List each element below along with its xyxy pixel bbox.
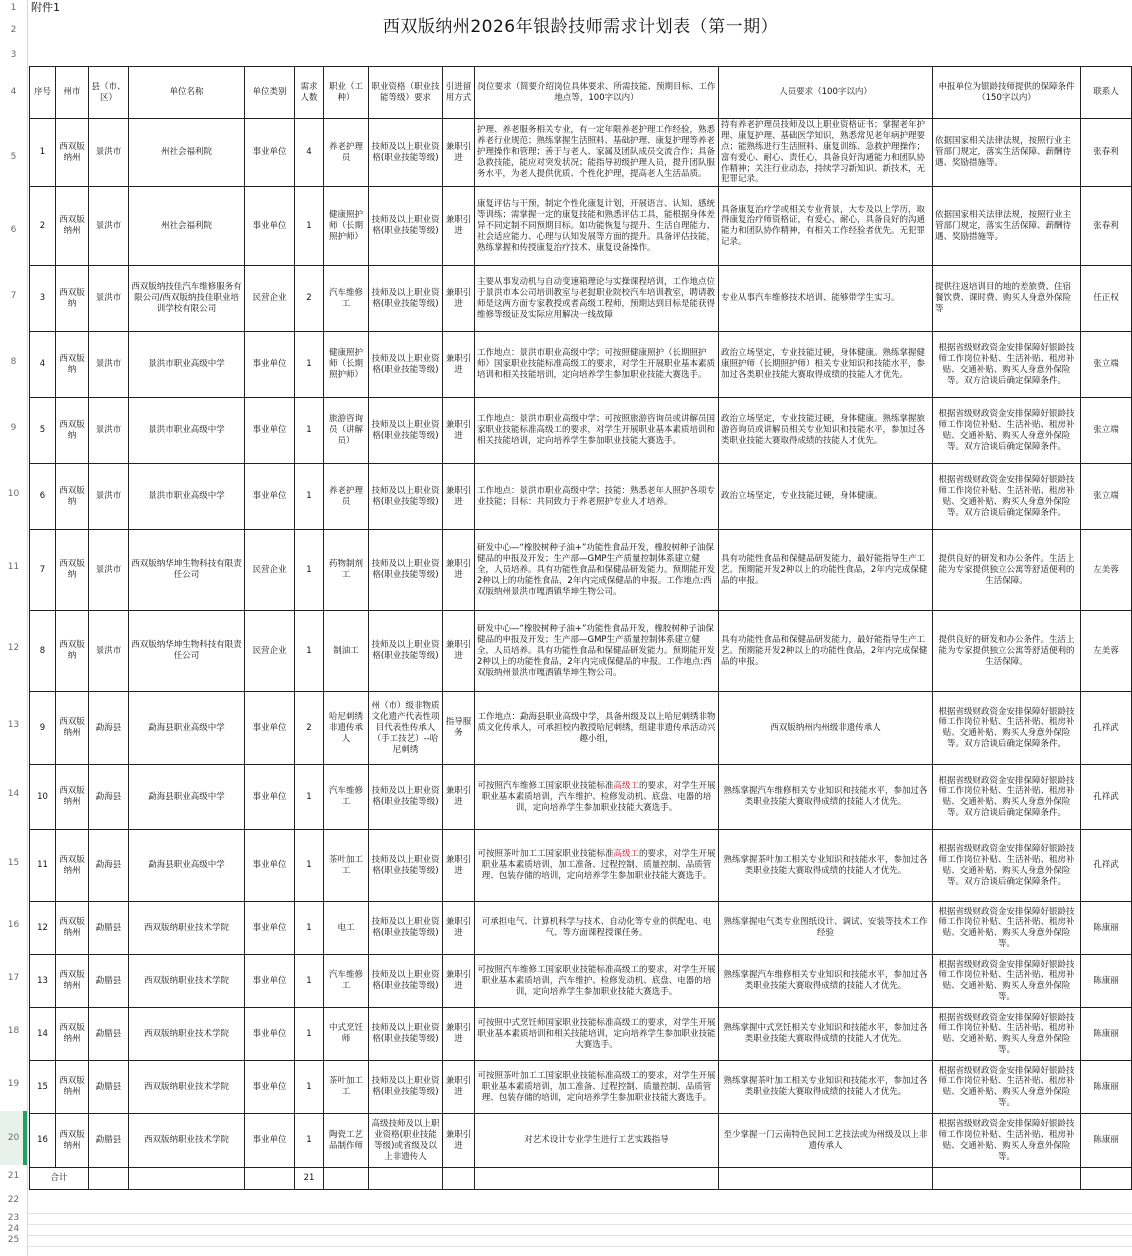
- cell-post-requirement[interactable]: 护理、养老服务相关专业，有一定年限养老护理工作经验，熟悉养老行业规范；熟练掌握生活照料、基础护理、康复护理等养老护理操作和管理；善于与老人、家属及团队成员交流合作；具备急救技能，能应对突发状况；能指导初级护理人员，提升团队服务水平，为老人提供优质、个性化护理，提高老人生活品质。: [475, 119, 719, 187]
- cell-county[interactable]: 勐腊县: [89, 1061, 129, 1114]
- total-empty-cell[interactable]: [369, 1168, 443, 1190]
- table-row: [30, 530, 1132, 611]
- cell-qualification[interactable]: 高级技师及以上职业资格(职业技能等级)或省级及以上非遗传人: [369, 1114, 443, 1168]
- cell-support[interactable]: 根据省级财政资金安排保障好银龄技师工作岗位补贴、生活补贴、租房补贴、交通补贴、购买人身意外保险等。: [933, 902, 1081, 955]
- cell-unit-name[interactable]: 勐海县职业高级中学: [129, 692, 245, 765]
- cell-support[interactable]: 提供往返培训目的地的差旅费、住宿餐饮费、课时费、购买人身意外保险等: [933, 266, 1081, 332]
- table-row: [30, 332, 1132, 398]
- row-number[interactable]: 16: [7, 920, 20, 930]
- cell-demand-count[interactable]: 2: [295, 266, 324, 332]
- empty-row-line: [28, 1235, 1132, 1236]
- cell-qualification[interactable]: 技师及以上职业资格(职业技能等级): [369, 1061, 443, 1114]
- header-cell[interactable]: 县（市、区）: [89, 67, 129, 119]
- cell-demand-count[interactable]: 1: [295, 1008, 324, 1061]
- cell-post-requirement[interactable]: 康复评估与干预，制定个性化康复计划，开展语言、认知、感统等训练；需掌握一定的康复技能和熟悉评估工具，能根据身体差异不同定制不同预期目标。如功能恢复与提升、生活自理能力、社会适应能力、心理与认知发展等方面的提升。具备评估技能，熟练掌握和传授康复治疗技术、康复设备操作。: [475, 187, 719, 266]
- cell-contact[interactable]: 陈康丽: [1081, 1061, 1132, 1114]
- cell-qualification[interactable]: 技师及以上职业资格(职业技能等级): [369, 332, 443, 398]
- cell-support[interactable]: 根据省级财政资金安排保障好银龄技师工作岗位补贴、生活补贴、租房补贴、交通补贴、购买人身意外保险等。双方洽谈后确定保障条件。: [933, 398, 1081, 464]
- cell-unit-category[interactable]: 事业单位: [245, 332, 295, 398]
- cell-contact[interactable]: 孔祥武: [1081, 765, 1132, 830]
- cell-mode[interactable]: 兼职引进: [443, 398, 475, 464]
- cell-qualification[interactable]: 技师及以上职业资格(职业技能等级): [369, 530, 443, 611]
- total-empty-cell[interactable]: [475, 1168, 719, 1190]
- cell-contact[interactable]: 张春利: [1081, 187, 1132, 266]
- total-empty-cell[interactable]: [89, 1168, 129, 1190]
- cell-person-requirement[interactable]: 具备康复治疗学或相关专业背景，大专及以上学历，取得康复治疗师资格证，有爱心、耐心，具备良好的沟通能力和团队协作精神，有相关工作经验者优先。无犯罪记录。: [719, 187, 933, 266]
- cell-unit-category[interactable]: 事业单位: [245, 398, 295, 464]
- cell-unit-name[interactable]: 西双版纳职业技术学院: [129, 1008, 245, 1061]
- header-cell[interactable]: 单位类别: [245, 67, 295, 119]
- cell-unit-name[interactable]: 西双版纳华坤生物科技有限责任公司: [129, 611, 245, 692]
- row-number[interactable]: 17: [7, 973, 20, 983]
- cell-no[interactable]: 8: [30, 611, 56, 692]
- table-row: [30, 692, 1132, 765]
- cell-post-requirement[interactable]: 主要从事发动机与自动变速箱理论与实操课程培训，工作地点位于景洪市本公司培训教室与老挝职业院校汽车培训教室，聘请教师是这两方面专家教授或者高级工程师，预期达到目标是能获得维修等级证及实际应用解决一线故障: [475, 266, 719, 332]
- cell-post-requirement[interactable]: 可按照汽车维修工国家职业技能标准高级工的要求，对学生开展职业基本素质培训，汽车维护、检修发动机、底盘、电器的培训，定向培养学生参加职业技能大赛选手。: [475, 955, 719, 1008]
- row-number[interactable]: 3: [10, 50, 17, 60]
- cell-demand-count[interactable]: 1: [295, 187, 324, 266]
- cell-mode[interactable]: 兼职引进: [443, 119, 475, 187]
- cell-mode[interactable]: 兼职引进: [443, 955, 475, 1008]
- header-cell[interactable]: 职业资格（职业技能等级）要求: [369, 67, 443, 119]
- cell-mode[interactable]: 兼职引进: [443, 1114, 475, 1168]
- cell-qualification[interactable]: 技师及以上职业资格(职业技能等级): [369, 398, 443, 464]
- cell-demand-count[interactable]: 1: [295, 902, 324, 955]
- post-highlight: 高级工: [613, 849, 639, 860]
- total-label[interactable]: 合计: [30, 1168, 89, 1190]
- table-row: [30, 1114, 1132, 1168]
- cell-mode[interactable]: 兼职引进: [443, 902, 475, 955]
- cell-mode[interactable]: 兼职引进: [443, 611, 475, 692]
- header-cell[interactable]: 职业（工种）: [324, 67, 369, 119]
- cell-job[interactable]: 茶叶加工工: [324, 1061, 369, 1114]
- cell-qualification[interactable]: 技师及以上职业资格(职业技能等级): [369, 266, 443, 332]
- cell-mode[interactable]: 兼职引进: [443, 266, 475, 332]
- cell-no[interactable]: 15: [30, 1061, 56, 1114]
- cell-city[interactable]: 西双版纳州: [56, 955, 89, 1008]
- cell-support[interactable]: 根据省级财政资金安排保障好银龄技师工作岗位补贴、生活补贴、租房补贴、交通补贴、购买人身意外保险等。双方洽谈后确定保障条件。: [933, 464, 1081, 530]
- table-row: [30, 464, 1132, 530]
- cell-qualification[interactable]: 技师及以上职业资格(职业技能等级): [369, 464, 443, 530]
- empty-row-line: [28, 1213, 1132, 1214]
- row-number[interactable]: 1: [10, 3, 17, 13]
- total-empty-cell[interactable]: [933, 1168, 1081, 1190]
- cell-unit-name[interactable]: 州社会福利院: [129, 187, 245, 266]
- cell-city[interactable]: 西双版纳州: [56, 119, 89, 187]
- cell-city[interactable]: 西双版纳州: [56, 1114, 89, 1168]
- cell-qualification[interactable]: 技师及以上职业资格(职业技能等级): [369, 611, 443, 692]
- cell-mode[interactable]: 兼职引进: [443, 464, 475, 530]
- table-row: [30, 902, 1132, 955]
- cell-unit-category[interactable]: 事业单位: [245, 119, 295, 187]
- demand-table: [29, 66, 1132, 1190]
- cell-support[interactable]: 根据省级财政资金安排保障好银龄技师工作岗位补贴、生活补贴、租房补贴、交通补贴、购买人身意外保险等。双方洽谈后确定保障条件。: [933, 692, 1081, 765]
- header-cell[interactable]: 申报单位为银龄技师提供的保障条件（150字以内）: [933, 67, 1081, 119]
- cell-unit-category[interactable]: 事业单位: [245, 902, 295, 955]
- cell-unit-name[interactable]: 景洪市职业高级中学: [129, 398, 245, 464]
- row-number[interactable]: 23: [7, 1213, 20, 1223]
- header-cell[interactable]: 州市: [56, 67, 89, 119]
- cell-no[interactable]: 11: [30, 830, 56, 902]
- cell-person-requirement[interactable]: 具有功能性食品和保健品研发能力，最好能指导生产工艺。预期能开发2种以上的功能性食品，2年内完成保健品的申报。: [719, 530, 933, 611]
- table-row: [30, 830, 1132, 902]
- total-empty-cell[interactable]: [129, 1168, 245, 1190]
- cell-mode[interactable]: 兼职引进: [443, 1061, 475, 1114]
- total-empty-cell[interactable]: [719, 1168, 933, 1190]
- cell-contact[interactable]: 孔祥武: [1081, 692, 1132, 765]
- cell-qualification[interactable]: 技师及以上职业资格(职业技能等级): [369, 187, 443, 266]
- cell-job[interactable]: 茶叶加工工: [324, 830, 369, 902]
- cell-unit-category[interactable]: 事业单位: [245, 1008, 295, 1061]
- cell-job[interactable]: 养老护理员: [324, 119, 369, 187]
- cell-person-requirement[interactable]: 西双版纳州内州级非遗传承人: [719, 692, 933, 765]
- cell-qualification[interactable]: 技师及以上职业资格(职业技能等级): [369, 1008, 443, 1061]
- cell-qualification[interactable]: 技师及以上职业资格(职业技能等级): [369, 765, 443, 830]
- cell-no[interactable]: 12: [30, 902, 56, 955]
- row-number[interactable]: 20: [0, 1111, 27, 1165]
- row-number[interactable]: 2: [10, 25, 17, 35]
- cell-support[interactable]: 根据省级财政资金安排保障好银龄技师工作岗位补贴、生活补贴、租房补贴、交通补贴、购买人身意外保险等。: [933, 1114, 1081, 1168]
- cell-unit-category[interactable]: 事业单位: [245, 187, 295, 266]
- cell-demand-count[interactable]: 1: [295, 332, 324, 398]
- cell-qualification[interactable]: 技师及以上职业资格(职业技能等级): [369, 902, 443, 955]
- cell-qualification[interactable]: 技师及以上职业资格(职业技能等级): [369, 119, 443, 187]
- row-number[interactable]: 4: [10, 87, 17, 97]
- row-number[interactable]: 15: [7, 858, 20, 868]
- cell-qualification[interactable]: 州（市）级非物质文化遗产代表性项目代表性传承人（手工技艺）--哈尼刺绣: [369, 692, 443, 765]
- cell-person-requirement[interactable]: 持有养老护理员技师及以上职业资格证书；掌握老年护理、康复护理、基础医学知识，熟悉常见老年病护理要点；能熟练进行生活照料、康复训练、急救护理操作；富有爱心、耐心、责任心，具备良好沟通能力和团队协作精神；关注行业动态，持续学习新知识、新技术，无犯罪记录。: [719, 119, 933, 187]
- table-row: [30, 955, 1132, 1008]
- cell-demand-count[interactable]: 1: [295, 1061, 324, 1114]
- cell-job[interactable]: 哈尼刺绣非遗传承人: [324, 692, 369, 765]
- row-number[interactable]: 8: [10, 357, 17, 367]
- cell-city[interactable]: 西双版纳州: [56, 187, 89, 266]
- table-row: [30, 187, 1132, 266]
- cell-county[interactable]: 勐海县: [89, 830, 129, 902]
- cell-mode[interactable]: 兼职引进: [443, 187, 475, 266]
- cell-unit-name[interactable]: 西双版纳职业技术学院: [129, 902, 245, 955]
- cell-unit-category[interactable]: 事业单位: [245, 955, 295, 1008]
- cell-county[interactable]: 勐腊县: [89, 955, 129, 1008]
- table-row: [30, 119, 1132, 187]
- cell-unit-category[interactable]: 事业单位: [245, 765, 295, 830]
- cell-demand-count[interactable]: 1: [295, 830, 324, 902]
- post-text: 可按照茶叶加工工国家职业技能标准: [477, 849, 614, 860]
- cell-unit-category[interactable]: 民营企业: [245, 611, 295, 692]
- cell-support[interactable]: 根据省级财政资金安排保障好银龄技师工作岗位补贴、生活补贴、租房补贴、交通补贴、购买人身意外保险等。: [933, 1008, 1081, 1061]
- cell-unit-category[interactable]: 事业单位: [245, 830, 295, 902]
- cell-job[interactable]: 养老护理员: [324, 464, 369, 530]
- cell-job[interactable]: 健康照护师（长期照护师）: [324, 187, 369, 266]
- cell-demand-count[interactable]: 1: [295, 530, 324, 611]
- cell-support[interactable]: 依据国家相关法律法规，按照行业主管部门规定，落实生活保障、薪酬待遇、奖励措施等。: [933, 187, 1081, 266]
- cell-contact[interactable]: 陈康丽: [1081, 902, 1132, 955]
- cell-post-requirement[interactable]: 工作地点：景洪市职业高级中学；可按照健康照护（长期照护师）国家职业技能标准高级工的要求，对学生开展职业基本素质培训和相关技能培训，定向培养学生参加职业技能大赛选手。: [475, 332, 719, 398]
- row-number[interactable]: 12: [7, 643, 20, 653]
- row-number[interactable]: 5: [10, 152, 17, 162]
- cell-person-requirement[interactable]: 政治立场坚定，专业技能过硬，身体健康。: [719, 464, 933, 530]
- cell-support[interactable]: 提供良好的研发和办公条件。生活上能为专家提供独立公寓等舒适便利的生活保障。: [933, 530, 1081, 611]
- cell-mode[interactable]: 兼职引进: [443, 530, 475, 611]
- cell-unit-name[interactable]: 西双版纳华坤生物科技有限责任公司: [129, 530, 245, 611]
- cell-support[interactable]: 依据国家相关法律法规，按照行业主管部门规定，落实生活保障、薪酬待遇、奖励措施等。: [933, 119, 1081, 187]
- header-cell[interactable]: 引进留用方式: [443, 67, 475, 119]
- cell-city[interactable]: 西双版纳: [56, 266, 89, 332]
- cell-demand-count[interactable]: 1: [295, 765, 324, 830]
- cell-county[interactable]: 景洪市: [89, 530, 129, 611]
- cell-job[interactable]: 电工: [324, 902, 369, 955]
- post-text: 的要求，对学生开展职业基本素质培训，加工准备、过程控制、质量控制、品质管理、包装存储的培训，定向培养学生参加职业技能大赛选手。: [481, 849, 716, 882]
- cell-city[interactable]: 西双版纳: [56, 398, 89, 464]
- row-number[interactable]: 7: [10, 291, 17, 301]
- row-number[interactable]: 22: [7, 1195, 20, 1205]
- cell-person-requirement[interactable]: 熟练掌握茶叶加工相关专业知识和技能水平，参加过各类职业技能大赛取得成绩的技能人才优先。: [719, 1061, 933, 1114]
- cell-post-requirement[interactable]: 可按照茶叶加工工国家职业技能标准高级工的要求，对学生开展职业基本素质培训，加工准备、过程控制、质量控制、品质管理、包装存储的培训，定向培养学生参加职业技能大赛选手。: [475, 1061, 719, 1114]
- cell-demand-count[interactable]: 1: [295, 464, 324, 530]
- cell-post-requirement[interactable]: 工作地点：景洪市职业高级中学；技能：熟悉老年人照护各项专业技能；目标：共同致力于养老照护专业人才培养。: [475, 464, 719, 530]
- cell-mode[interactable]: 指导服务: [443, 692, 475, 765]
- table-row: [30, 266, 1132, 332]
- cell-person-requirement[interactable]: 政治立场坚定，专业技能过硬，身体健康。熟练掌握健康照护师（长期照护师）相关专业知识和技能水平，参加过各类职业技能大赛取得成绩的技能人才优先。: [719, 332, 933, 398]
- cell-city[interactable]: 西双版纳: [56, 464, 89, 530]
- cell-unit-category[interactable]: 事业单位: [245, 1114, 295, 1168]
- cell-post-requirement[interactable]: 工作地点：景洪市职业高级中学；可按照旅游咨询员或讲解员国家职业技能标准高级工的要求，对学生开展职业基本素质培训和相关技能培训，定向培养学生参加职业技能大赛选手。: [475, 398, 719, 464]
- cell-post-requirement[interactable]: 研发中心—“橡胶树种子油+”功能性食品开发，橡胶树种子油保健品的申报及开发；生产部—GMP生产质量控制体系建立健全，人员培养。具有功能性食品和保健品研发能力。预期能开发2种以上的功能性食品，2年内完成保健品的申报。工作地点:西双版纳州景洪市嘎洒镇华坤生物公司。: [475, 530, 719, 611]
- cell-city[interactable]: 西双版纳州: [56, 1061, 89, 1114]
- header-cell[interactable]: 人员要求（100字以内）: [719, 67, 933, 119]
- cell-job[interactable]: 药物制剂工: [324, 530, 369, 611]
- cell-county[interactable]: 勐腊县: [89, 1114, 129, 1168]
- cell-contact[interactable]: 陈康丽: [1081, 955, 1132, 1008]
- cell-contact[interactable]: 孔祥武: [1081, 830, 1132, 902]
- row-number[interactable]: 19: [7, 1079, 20, 1089]
- post-text: 可按照汽车维修工国家职业技能标准: [477, 780, 614, 791]
- cell-contact[interactable]: 张立端: [1081, 464, 1132, 530]
- cell-person-requirement[interactable]: 具有功能性食品和保健品研发能力，最好能指导生产工艺。预期能开发2种以上的功能性食品，2年内完成保健品的申报。: [719, 611, 933, 692]
- row-number[interactable]: 13: [7, 720, 20, 730]
- cell-county[interactable]: 景洪市: [89, 119, 129, 187]
- cell-job[interactable]: 健康照护师（长期照护师）: [324, 332, 369, 398]
- cell-contact[interactable]: 任正权: [1081, 266, 1132, 332]
- header-row: [30, 67, 1132, 119]
- cell-county[interactable]: 景洪市: [89, 398, 129, 464]
- total-empty-cell[interactable]: [324, 1168, 369, 1190]
- cell-job[interactable]: 陶瓷工艺品制作师: [324, 1114, 369, 1168]
- cell-city[interactable]: 西双版纳州: [56, 830, 89, 902]
- cell-county[interactable]: 景洪市: [89, 611, 129, 692]
- cell-no[interactable]: 6: [30, 464, 56, 530]
- header-cell[interactable]: 序号: [30, 67, 56, 119]
- cell-person-requirement[interactable]: 至少掌握一门云南特色民间工艺技法或为州级及以上非遗传承人: [719, 1114, 933, 1168]
- table-row: [30, 398, 1132, 464]
- cell-city[interactable]: 西双版纳州: [56, 765, 89, 830]
- cell-unit-category[interactable]: 事业单位: [245, 1061, 295, 1114]
- cell-post-requirement[interactable]: 可按照中式烹饪师国家职业技能标准高级工的要求，对学生开展职业基本素质培训和相关技能培训，定向培养学生参加职业技能大赛选手。: [475, 1008, 719, 1061]
- cell-county[interactable]: 景洪市: [89, 187, 129, 266]
- cell-job[interactable]: 中式烹饪师: [324, 1008, 369, 1061]
- header-cell[interactable]: 岗位要求（简要介绍岗位具体要求、所需技能、预期目标、工作地点等，100字以内）: [475, 67, 719, 119]
- cell-person-requirement[interactable]: 熟练掌握中式烹饪相关专业知识和技能水平，参加过各类职业技能大赛取得成绩的技能人才优先。: [719, 1008, 933, 1061]
- cell-county[interactable]: 勐腊县: [89, 902, 129, 955]
- total-empty-cell[interactable]: [443, 1168, 475, 1190]
- cell-support[interactable]: 提供良好的研发和办公条件。生活上能为专家提供独立公寓等舒适便利的生活保障。: [933, 611, 1081, 692]
- cell-person-requirement[interactable]: 熟练掌握汽车维修相关专业知识和技能水平，参加过各类职业技能大赛取得成绩的技能人才优先。: [719, 955, 933, 1008]
- cell-demand-count[interactable]: 2: [295, 692, 324, 765]
- cell-city[interactable]: 西双版纳: [56, 611, 89, 692]
- total-row: [30, 1168, 1132, 1190]
- cell-no[interactable]: 9: [30, 692, 56, 765]
- cell-support[interactable]: 根据省级财政资金安排保障好银龄技师工作岗位补贴、生活补贴、租房补贴、交通补贴、购买人身意外保险等。双方洽谈后确定保障条件。: [933, 765, 1081, 830]
- annex-label[interactable]: 附件1: [31, 1, 60, 14]
- cell-job[interactable]: 汽车维修工: [324, 266, 369, 332]
- cell-county[interactable]: 勐海县: [89, 692, 129, 765]
- cell-support[interactable]: 根据省级财政资金安排保障好银龄技师工作岗位补贴、生活补贴、租房补贴、交通补贴、购买人身意外保险等。: [933, 1061, 1081, 1114]
- row-number[interactable]: 6: [10, 225, 17, 235]
- row-number[interactable]: 14: [7, 789, 20, 799]
- cell-post-requirement[interactable]: [475, 765, 719, 830]
- cell-contact[interactable]: 左美蓉: [1081, 611, 1132, 692]
- row-number[interactable]: 11: [7, 562, 20, 572]
- cell-person-requirement[interactable]: 政治立场坚定，专业技能过硬，身体健康。熟练掌握旅游咨询员或讲解员相关专业知识和技能水平，参加过各类职业技能大赛取得成绩的技能人才优先。: [719, 398, 933, 464]
- cell-county[interactable]: 勐腊县: [89, 1008, 129, 1061]
- cell-mode[interactable]: 兼职引进: [443, 830, 475, 902]
- cell-no[interactable]: 2: [30, 187, 56, 266]
- cell-unit-category[interactable]: 事业单位: [245, 692, 295, 765]
- table-row: [30, 765, 1132, 830]
- cell-unit-name[interactable]: 州社会福利院: [129, 119, 245, 187]
- empty-row-line: [28, 1246, 1132, 1247]
- cell-mode[interactable]: 兼职引进: [443, 1008, 475, 1061]
- cell-unit-name[interactable]: 西双版纳职业技术学院: [129, 1061, 245, 1114]
- cell-support[interactable]: 根据省级财政资金安排保障好银龄技师工作岗位补贴、生活补贴、租房补贴、交通补贴、购买人身意外保险等。: [933, 955, 1081, 1008]
- cell-city[interactable]: 西双版纳州: [56, 692, 89, 765]
- cell-no[interactable]: 5: [30, 398, 56, 464]
- row-number-gutter: [0, 0, 28, 1256]
- cell-city[interactable]: 西双版纳州: [56, 902, 89, 955]
- row-number[interactable]: 9: [10, 423, 17, 433]
- cell-city[interactable]: 西双版纳州: [56, 1008, 89, 1061]
- total-count[interactable]: 21: [295, 1168, 324, 1190]
- cell-person-requirement[interactable]: 熟练掌握电气类专业图纸设计、调试、安装等技术工作经验: [719, 902, 933, 955]
- cell-post-requirement[interactable]: 研发中心—“橡胶树种子油+”功能性食品开发，橡胶树种子油保健品的申报及开发；生产部—GMP生产质量控制体系建立健全，人员培养。具有功能性食品和保健品研发能力。预期能开发2种以上的功能性食品，2年内完成保健品的申报。工作地点:西双版纳州景洪市嘎洒镇华坤生物公司。: [475, 611, 719, 692]
- header-cell[interactable]: 联系人: [1081, 67, 1132, 119]
- cell-demand-count[interactable]: 1: [295, 398, 324, 464]
- cell-city[interactable]: 西双版纳: [56, 332, 89, 398]
- cell-job[interactable]: 汽车维修工: [324, 955, 369, 1008]
- cell-person-requirement[interactable]: 熟练掌握汽车维修相关专业知识和技能水平，参加过各类职业技能大赛取得成绩的技能人才优先。: [719, 765, 933, 830]
- cell-person-requirement[interactable]: 专业从事汽车维修技术培训、能够带学生实习。: [719, 266, 933, 332]
- cell-mode[interactable]: 兼职引进: [443, 765, 475, 830]
- cell-job[interactable]: 制油工: [324, 611, 369, 692]
- cell-job[interactable]: 汽车维修工: [324, 765, 369, 830]
- cell-person-requirement[interactable]: 熟练掌握茶叶加工相关专业知识和技能水平，参加过各类职业技能大赛取得成绩的技能人才优先。: [719, 830, 933, 902]
- cell-qualification[interactable]: 技师及以上职业资格(职业技能等级): [369, 830, 443, 902]
- row-number[interactable]: 24: [7, 1224, 20, 1234]
- selected-row-marker: [23, 1111, 27, 1165]
- table-row: [30, 611, 1132, 692]
- cell-contact[interactable]: 左美蓉: [1081, 530, 1132, 611]
- cell-county[interactable]: 景洪市: [89, 332, 129, 398]
- cell-post-requirement[interactable]: 对艺术设计专业学生进行工艺实践指导: [475, 1114, 719, 1168]
- empty-row-line: [28, 1224, 1132, 1225]
- cell-no[interactable]: 13: [30, 955, 56, 1008]
- row-number[interactable]: 10: [7, 489, 20, 499]
- cell-unit-category[interactable]: 民营企业: [245, 266, 295, 332]
- cell-unit-name[interactable]: 勐海县职业高级中学: [129, 765, 245, 830]
- cell-no[interactable]: 7: [30, 530, 56, 611]
- cell-no[interactable]: 1: [30, 119, 56, 187]
- cell-unit-name[interactable]: 景洪市职业高级中学: [129, 332, 245, 398]
- cell-county[interactable]: 景洪市: [89, 464, 129, 530]
- cell-qualification[interactable]: 技师及以上职业资格(职业技能等级): [369, 955, 443, 1008]
- cell-contact[interactable]: 张春利: [1081, 119, 1132, 187]
- table-row: [30, 1061, 1132, 1114]
- cell-unit-name[interactable]: 景洪市职业高级中学: [129, 464, 245, 530]
- cell-mode[interactable]: 兼职引进: [443, 332, 475, 398]
- cell-no[interactable]: 16: [30, 1114, 56, 1168]
- cell-contact[interactable]: 张立端: [1081, 332, 1132, 398]
- cell-unit-category[interactable]: 事业单位: [245, 464, 295, 530]
- cell-contact[interactable]: 陈康丽: [1081, 1114, 1132, 1168]
- sheet-title[interactable]: 西双版纳州2026年银龄技师需求计划表（第一期）: [382, 17, 779, 37]
- cell-support[interactable]: 根据省级财政资金安排保障好银龄技师工作岗位补贴、生活补贴、租房补贴、交通补贴、购买人身意外保险等。双方洽谈后确定保障条件。: [933, 332, 1081, 398]
- cell-no[interactable]: 14: [30, 1008, 56, 1061]
- row-number[interactable]: 18: [7, 1026, 20, 1036]
- header-cell[interactable]: 需求人数: [295, 67, 324, 119]
- cell-unit-name[interactable]: 西双版纳职业技术学院: [129, 1114, 245, 1168]
- total-empty-cell[interactable]: [245, 1168, 295, 1190]
- table-row: [30, 1008, 1132, 1061]
- cell-county[interactable]: 勐海县: [89, 765, 129, 830]
- cell-support[interactable]: 根据省级财政资金安排保障好银龄技师工作岗位补贴、生活补贴、租房补贴、交通补贴、购买人身意外保险等。双方洽谈后确定保障条件。: [933, 830, 1081, 902]
- cell-demand-count[interactable]: 1: [295, 611, 324, 692]
- cell-county[interactable]: 景洪市: [89, 266, 129, 332]
- cell-demand-count[interactable]: 1: [295, 1114, 324, 1168]
- cell-post-requirement[interactable]: 可承担电气、计算机科学与技术、自动化等专业的供配电、电气、等方面课程授课任务。: [475, 902, 719, 955]
- header-cell[interactable]: 单位名称: [129, 67, 245, 119]
- total-empty-cell[interactable]: [1081, 1168, 1132, 1190]
- cell-post-requirement[interactable]: [475, 830, 719, 902]
- cell-unit-name[interactable]: 西双版纳技佳汽车维修服务有限公司/西双版纳技佳职业培训学校有限公司: [129, 266, 245, 332]
- cell-post-requirement[interactable]: 工作地点：勐海县职业高级中学，具备州级及以上哈尼刺绣非物质文化传承人，可承担校内教授哈尼刺绣，组建非遗传承活动兴趣小组，: [475, 692, 719, 765]
- cell-job[interactable]: 旅游咨询员（讲解员）: [324, 398, 369, 464]
- cell-contact[interactable]: 陈康丽: [1081, 1008, 1132, 1061]
- post-text: 的要求，对学生开展职业基本素质培训，汽车维护、检修发动机、底盘、电器的培训，定向培养学生参加职业技能大赛选手。: [481, 780, 716, 813]
- row-number[interactable]: 21: [7, 1171, 20, 1181]
- cell-no[interactable]: 4: [30, 332, 56, 398]
- cell-city[interactable]: 西双版纳: [56, 530, 89, 611]
- cell-unit-name[interactable]: 西双版纳职业技术学院: [129, 955, 245, 1008]
- cell-demand-count[interactable]: 4: [295, 119, 324, 187]
- cell-demand-count[interactable]: 1: [295, 955, 324, 1008]
- cell-no[interactable]: 3: [30, 266, 56, 332]
- cell-unit-category[interactable]: 民营企业: [245, 530, 295, 611]
- row-number[interactable]: 25: [7, 1235, 20, 1245]
- post-highlight: 高级工: [613, 780, 639, 791]
- cell-contact[interactable]: 张立端: [1081, 398, 1132, 464]
- cell-no[interactable]: 10: [30, 765, 56, 830]
- cell-unit-name[interactable]: 勐海县职业高级中学: [129, 830, 245, 902]
